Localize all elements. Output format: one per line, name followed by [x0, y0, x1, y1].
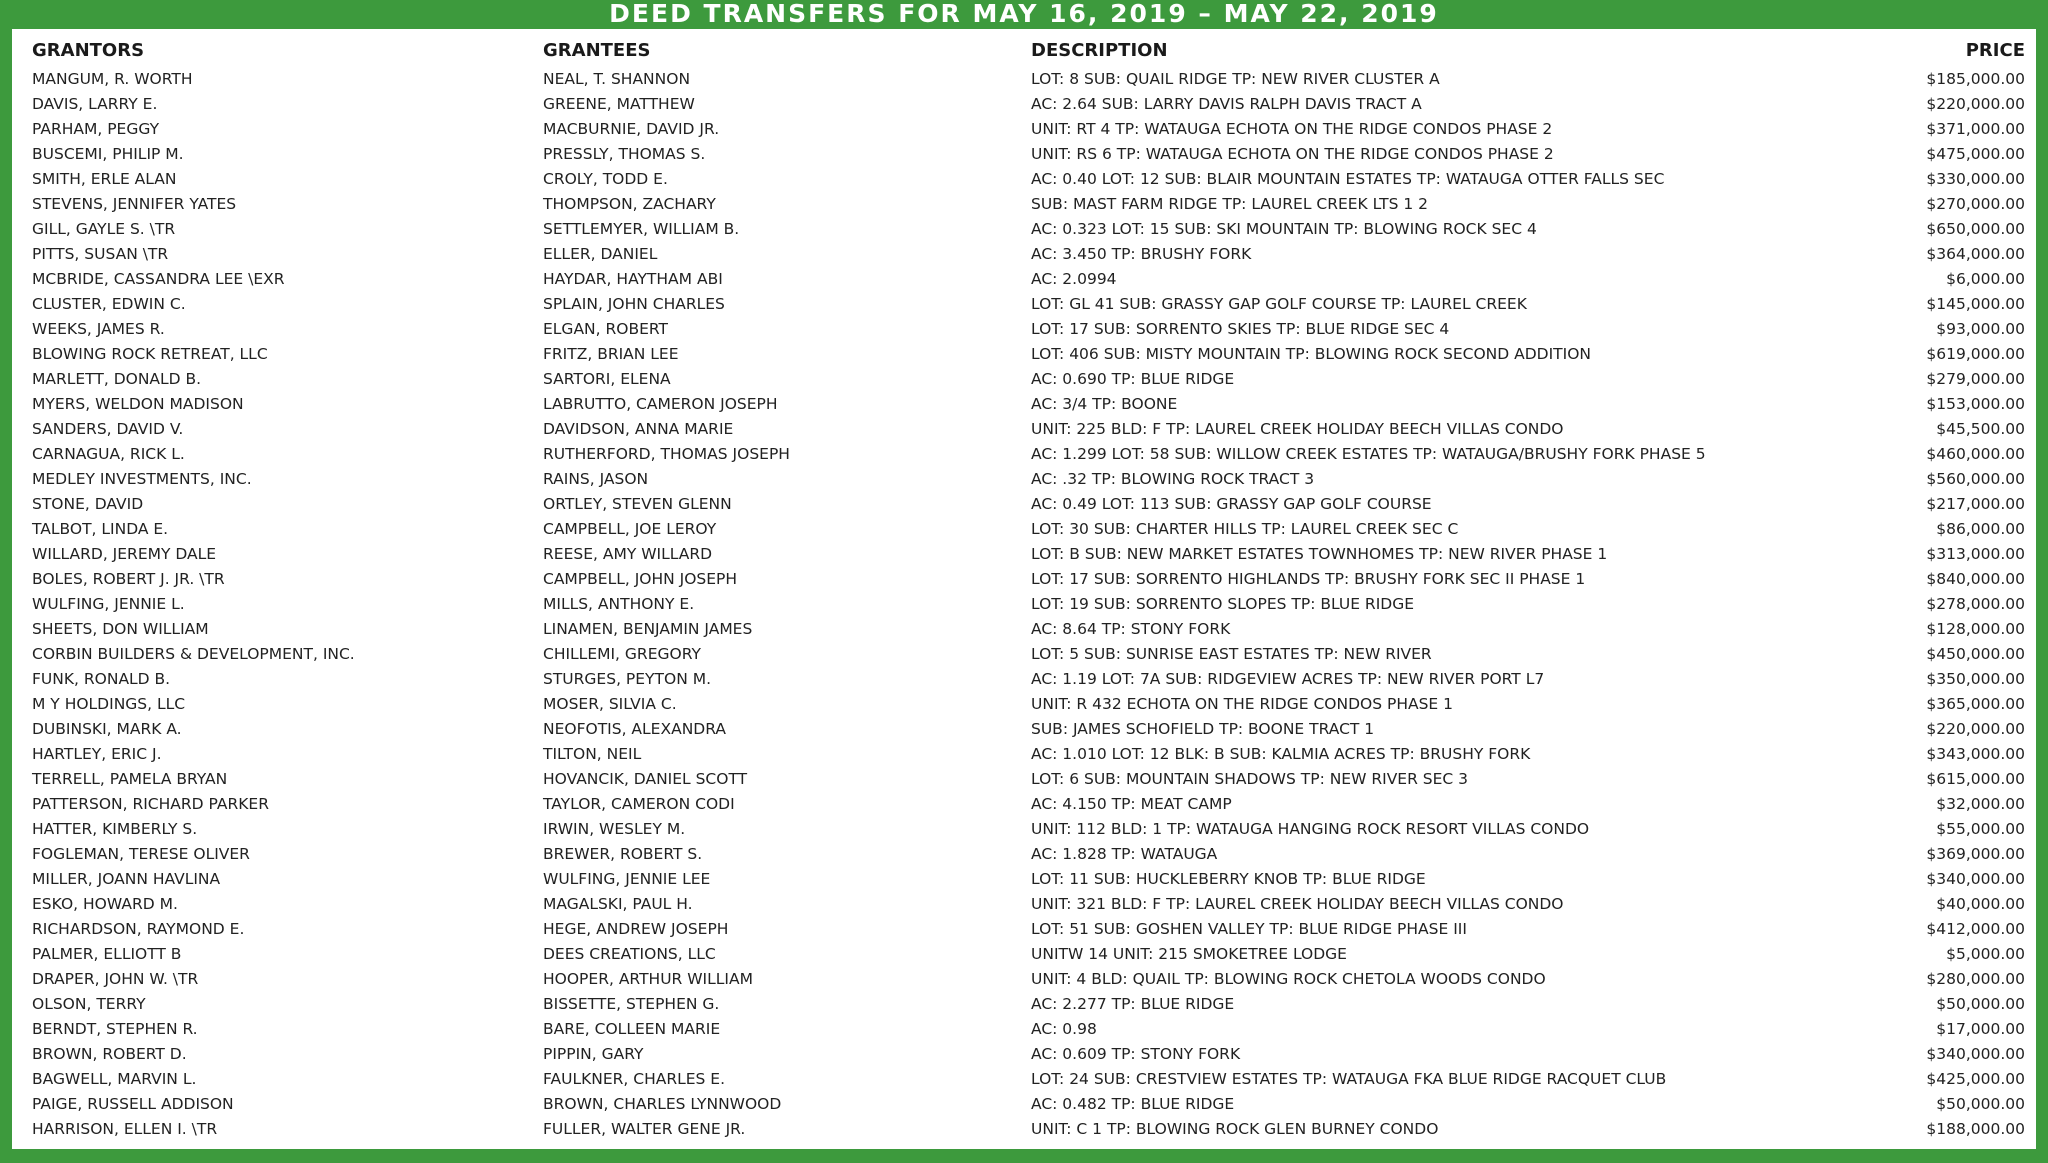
description-cell: LOT: 5 SUB: SUNRISE EAST ESTATES TP: NEW RIVER — [1031, 645, 1432, 663]
grantee-cell: HEGE, ANDREW JOSEPH — [543, 920, 729, 938]
price-cell: $50,000.00 — [1936, 1095, 2025, 1113]
description-cell: AC: 4.150 TP: MEAT CAMP — [1031, 795, 1232, 813]
price-cell: $185,000.00 — [1926, 70, 2025, 88]
table-row — [12, 167, 2036, 192]
table-row — [12, 417, 2036, 442]
grantor-cell: HATTER, KIMBERLY S. — [32, 820, 198, 838]
price-cell: $153,000.00 — [1926, 395, 2025, 413]
description-cell: LOT: GL 41 SUB: GRASSY GAP GOLF COURSE TP: LAUREL CREEK — [1031, 295, 1527, 313]
header-grantors: GRANTORS — [32, 40, 145, 61]
description-cell: LOT: 24 SUB: CRESTVIEW ESTATES TP: WATAUGA FKA BLUE RIDGE RACQUET CLUB — [1031, 1070, 1667, 1088]
price-cell: $840,000.00 — [1926, 570, 2025, 588]
header-description: DESCRIPTION — [1031, 40, 1168, 61]
price-cell: $619,000.00 — [1926, 345, 2025, 363]
table-row — [12, 192, 2036, 217]
grantor-cell: FUNK, RONALD B. — [32, 670, 171, 688]
price-cell: $5,000.00 — [1946, 945, 2025, 963]
description-cell: LOT: 8 SUB: QUAIL RIDGE TP: NEW RIVER CLUSTER A — [1031, 70, 1440, 88]
description-cell: LOT: 51 SUB: GOSHEN VALLEY TP: BLUE RIDGE PHASE III — [1031, 920, 1467, 938]
grantor-cell: MCBRIDE, CASSANDRA LEE \EXR — [32, 270, 285, 288]
grantor-cell: SHEETS, DON WILLIAM — [32, 620, 209, 638]
description-cell: AC: 2.0994 — [1031, 270, 1117, 288]
price-cell: $17,000.00 — [1936, 1020, 2025, 1038]
description-cell: UNIT: R 432 ECHOTA ON THE RIDGE CONDOS PHASE 1 — [1031, 695, 1454, 713]
table-row — [12, 1017, 2036, 1042]
grantee-cell: MOSER, SILVIA C. — [543, 695, 677, 713]
price-cell: $278,000.00 — [1926, 595, 2025, 613]
grantee-cell: IRWIN, WESLEY M. — [543, 820, 686, 838]
table-row — [12, 867, 2036, 892]
grantor-cell: HARTLEY, ERIC J. — [32, 745, 162, 763]
description-cell: AC: 3.450 TP: BRUSHY FORK — [1031, 245, 1252, 263]
table-row — [12, 892, 2036, 917]
price-cell: $615,000.00 — [1926, 770, 2025, 788]
grantee-cell: MILLS, ANTHONY E. — [543, 595, 695, 613]
grantee-cell: PRESSLY, THOMAS S. — [543, 145, 706, 163]
grantee-cell: GREENE, MATTHEW — [543, 95, 695, 113]
table-row — [12, 367, 2036, 392]
description-cell: AC: 0.49 LOT: 113 SUB: GRASSY GAP GOLF COURSE — [1031, 495, 1432, 513]
table-row — [12, 842, 2036, 867]
description-cell: UNIT: 4 BLD: QUAIL TP: BLOWING ROCK CHETOLA WOODS CONDO — [1031, 970, 1546, 988]
table-row — [12, 342, 2036, 367]
grantee-cell: SPLAIN, JOHN CHARLES — [543, 295, 725, 313]
grantee-cell: WULFING, JENNIE LEE — [543, 870, 711, 888]
description-cell: UNIT: RS 6 TP: WATAUGA ECHOTA ON THE RIDGE CONDOS PHASE 2 — [1031, 145, 1554, 163]
table-row — [12, 792, 2036, 817]
description-cell: AC: 0.323 LOT: 15 SUB: SKI MOUNTAIN TP: BLOWING ROCK SEC 4 — [1031, 220, 1537, 238]
price-cell: $475,000.00 — [1926, 145, 2025, 163]
grantee-cell: TAYLOR, CAMERON CODI — [543, 795, 735, 813]
description-cell: AC: 0.40 LOT: 12 SUB: BLAIR MOUNTAIN ESTATES TP: WATAUGA OTTER FALLS SEC — [1031, 170, 1665, 188]
grantee-cell: DAVIDSON, ANNA MARIE — [543, 420, 734, 438]
table-row — [12, 592, 2036, 617]
price-cell: $40,000.00 — [1936, 895, 2025, 913]
grantor-cell: WILLARD, JEREMY DALE — [32, 545, 217, 563]
price-cell: $45,500.00 — [1936, 420, 2025, 438]
table-row — [12, 467, 2036, 492]
grantor-cell: ESKO, HOWARD M. — [32, 895, 178, 913]
grantor-cell: MYERS, WELDON MADISON — [32, 395, 244, 413]
grantor-cell: TALBOT, LINDA E. — [32, 520, 169, 538]
price-cell: $86,000.00 — [1936, 520, 2025, 538]
description-cell: SUB: JAMES SCHOFIELD TP: BOONE TRACT 1 — [1031, 720, 1375, 738]
table-row — [12, 317, 2036, 342]
grantor-cell: CARNAGUA, RICK L. — [32, 445, 185, 463]
price-cell: $340,000.00 — [1926, 870, 2025, 888]
price-cell: $32,000.00 — [1936, 795, 2025, 813]
description-cell: LOT: 30 SUB: CHARTER HILLS TP: LAUREL CREEK SEC C — [1031, 520, 1459, 538]
table-row — [12, 617, 2036, 642]
grantor-cell: DUBINSKI, MARK A. — [32, 720, 182, 738]
table-row — [12, 817, 2036, 842]
table-header — [12, 40, 2036, 62]
grantee-cell: BREWER, ROBERT S. — [543, 845, 703, 863]
price-cell: $188,000.00 — [1926, 1120, 2025, 1138]
table-row — [12, 1067, 2036, 1092]
grantee-cell: MAGALSKI, PAUL H. — [543, 895, 693, 913]
table-row — [12, 67, 2036, 92]
grantor-cell: SMITH, ERLE ALAN — [32, 170, 177, 188]
description-cell: AC: 2.277 TP: BLUE RIDGE — [1031, 995, 1235, 1013]
description-cell: LOT: 11 SUB: HUCKLEBERRY KNOB TP: BLUE RIDGE — [1031, 870, 1426, 888]
price-cell: $369,000.00 — [1926, 845, 2025, 863]
description-cell: LOT: 6 SUB: MOUNTAIN SHADOWS TP: NEW RIVER SEC 3 — [1031, 770, 1469, 788]
price-cell: $279,000.00 — [1926, 370, 2025, 388]
grantor-cell: BROWN, ROBERT D. — [32, 1045, 187, 1063]
table-row — [12, 1042, 2036, 1067]
price-cell: $55,000.00 — [1936, 820, 2025, 838]
grantor-cell: BAGWELL, MARVIN L. — [32, 1070, 197, 1088]
description-cell: LOT: 19 SUB: SORRENTO SLOPES TP: BLUE RIDGE — [1031, 595, 1415, 613]
table-row — [12, 542, 2036, 567]
grantee-cell: ELGAN, ROBERT — [543, 320, 668, 338]
grantor-cell: CLUSTER, EDWIN C. — [32, 295, 186, 313]
description-cell: LOT: 406 SUB: MISTY MOUNTAIN TP: BLOWING ROCK SECOND ADDITION — [1031, 345, 1591, 363]
grantor-cell: HARRISON, ELLEN I. \TR — [32, 1120, 218, 1138]
description-cell: AC: 1.010 LOT: 12 BLK: B SUB: KALMIA ACRES TP: BRUSHY FORK — [1031, 745, 1531, 763]
table-row — [12, 117, 2036, 142]
deed-transfers-table — [12, 29, 2036, 1149]
grantor-cell: MILLER, JOANN HAVLINA — [32, 870, 221, 888]
grantor-cell: SANDERS, DAVID V. — [32, 420, 184, 438]
price-cell: $460,000.00 — [1926, 445, 2025, 463]
grantee-cell: CROLY, TODD E. — [543, 170, 668, 188]
table-row — [12, 492, 2036, 517]
grantor-cell: PARHAM, PEGGY — [32, 120, 160, 138]
grantee-cell: CAMPBELL, JOE LEROY — [543, 520, 717, 538]
description-cell: AC: 0.98 — [1031, 1020, 1097, 1038]
grantee-cell: ELLER, DANIEL — [543, 245, 658, 263]
description-cell: UNIT: 112 BLD: 1 TP: WATAUGA HANGING ROCK RESORT VILLAS CONDO — [1031, 820, 1590, 838]
grantor-cell: MEDLEY INVESTMENTS, INC. — [32, 470, 252, 488]
table-row — [12, 392, 2036, 417]
price-cell: $145,000.00 — [1926, 295, 2025, 313]
grantee-cell: BROWN, CHARLES LYNNWOOD — [543, 1095, 782, 1113]
price-cell: $371,000.00 — [1926, 120, 2025, 138]
description-cell: AC: .32 TP: BLOWING ROCK TRACT 3 — [1031, 470, 1315, 488]
price-cell: $343,000.00 — [1926, 745, 2025, 763]
grantor-cell: WEEKS, JAMES R. — [32, 320, 165, 338]
description-cell: AC: 1.299 LOT: 58 SUB: WILLOW CREEK ESTATES TP: WATAUGA/BRUSHY FORK PHASE 5 — [1031, 445, 1706, 463]
grantee-cell: BISSETTE, STEPHEN G. — [543, 995, 720, 1013]
grantor-cell: PITTS, SUSAN \TR — [32, 245, 169, 263]
grantor-cell: TERRELL, PAMELA BRYAN — [32, 770, 228, 788]
grantee-cell: REESE, AMY WILLARD — [543, 545, 713, 563]
grantee-cell: NEOFOTIS, ALEXANDRA — [543, 720, 726, 738]
description-cell: UNIT: C 1 TP: BLOWING ROCK GLEN BURNEY CONDO — [1031, 1120, 1439, 1138]
grantor-cell: PAIGE, RUSSELL ADDISON — [32, 1095, 234, 1113]
table-row — [12, 242, 2036, 267]
description-cell: AC: 8.64 TP: STONY FORK — [1031, 620, 1231, 638]
description-cell: UNIT: RT 4 TP: WATAUGA ECHOTA ON THE RIDGE CONDOS PHASE 2 — [1031, 120, 1553, 138]
grantor-cell: PALMER, ELLIOTT B — [32, 945, 182, 963]
table-row — [12, 292, 2036, 317]
table-row — [12, 1117, 2036, 1142]
grantor-cell: DAVIS, LARRY E. — [32, 95, 158, 113]
grantor-cell: PATTERSON, RICHARD PARKER — [32, 795, 269, 813]
grantee-cell: TILTON, NEIL — [543, 745, 642, 763]
price-cell: $313,000.00 — [1926, 545, 2025, 563]
price-cell: $450,000.00 — [1926, 645, 2025, 663]
grantor-cell: CORBIN BUILDERS & DEVELOPMENT, INC. — [32, 645, 355, 663]
price-cell: $350,000.00 — [1926, 670, 2025, 688]
grantee-cell: HOVANCIK, DANIEL SCOTT — [543, 770, 748, 788]
description-cell: UNIT: 321 BLD: F TP: LAUREL CREEK HOLIDAY BEECH VILLAS CONDO — [1031, 895, 1564, 913]
grantor-cell: M Y HOLDINGS, LLC — [32, 695, 186, 713]
header-grantees: GRANTEES — [543, 40, 651, 61]
grantee-cell: RUTHERFORD, THOMAS JOSEPH — [543, 445, 790, 463]
table-row — [12, 767, 2036, 792]
price-cell: $128,000.00 — [1926, 620, 2025, 638]
table-row — [12, 667, 2036, 692]
grantor-cell: DRAPER, JOHN W. \TR — [32, 970, 199, 988]
table-row — [12, 442, 2036, 467]
grantee-cell: DEES CREATIONS, LLC — [543, 945, 716, 963]
description-cell: AC: 0.609 TP: STONY FORK — [1031, 1045, 1241, 1063]
description-cell: AC: 3/4 TP: BOONE — [1031, 395, 1178, 413]
grantor-cell: FOGLEMAN, TERESE OLIVER — [32, 845, 250, 863]
grantor-cell: BLOWING ROCK RETREAT, LLC — [32, 345, 268, 363]
description-cell: AC: 0.690 TP: BLUE RIDGE — [1031, 370, 1235, 388]
grantor-cell: GILL, GAYLE S. \TR — [32, 220, 176, 238]
table-row — [12, 942, 2036, 967]
grantee-cell: MACBURNIE, DAVID JR. — [543, 120, 720, 138]
price-cell: $6,000.00 — [1946, 270, 2025, 288]
price-cell: $50,000.00 — [1936, 995, 2025, 1013]
description-cell: AC: 0.482 TP: BLUE RIDGE — [1031, 1095, 1235, 1113]
price-cell: $217,000.00 — [1926, 495, 2025, 513]
page-title: DEED TRANSFERS FOR MAY 16, 2019 – MAY 22, 2019 — [609, 0, 1439, 28]
price-cell: $220,000.00 — [1926, 720, 2025, 738]
price-cell: $330,000.00 — [1926, 170, 2025, 188]
grantee-cell: HAYDAR, HAYTHAM ABI — [543, 270, 723, 288]
grantor-cell: RICHARDSON, RAYMOND E. — [32, 920, 245, 938]
price-cell: $270,000.00 — [1926, 195, 2025, 213]
price-cell: $364,000.00 — [1926, 245, 2025, 263]
grantee-cell: FULLER, WALTER GENE JR. — [543, 1120, 746, 1138]
grantee-cell: FRITZ, BRIAN LEE — [543, 345, 679, 363]
grantee-cell: ORTLEY, STEVEN GLENN — [543, 495, 732, 513]
grantee-cell: NEAL, T. SHANNON — [543, 70, 691, 88]
description-cell: LOT: B SUB: NEW MARKET ESTATES TOWNHOMES TP: NEW RIVER PHASE 1 — [1031, 545, 1608, 563]
grantee-cell: LINAMEN, BENJAMIN JAMES — [543, 620, 753, 638]
price-cell: $93,000.00 — [1936, 320, 2025, 338]
price-cell: $220,000.00 — [1926, 95, 2025, 113]
table-row — [12, 217, 2036, 242]
table-row — [12, 967, 2036, 992]
grantor-cell: STEVENS, JENNIFER YATES — [32, 195, 237, 213]
table-row — [12, 742, 2036, 767]
table-row — [12, 1092, 2036, 1117]
price-cell: $650,000.00 — [1926, 220, 2025, 238]
price-cell: $425,000.00 — [1926, 1070, 2025, 1088]
description-cell: SUB: MAST FARM RIDGE TP: LAUREL CREEK LTS 1 2 — [1031, 195, 1429, 213]
grantor-cell: BOLES, ROBERT J. JR. \TR — [32, 570, 225, 588]
table-row — [12, 567, 2036, 592]
table-body — [12, 67, 2036, 1142]
description-cell: UNITW 14 UNIT: 215 SMOKETREE LODGE — [1031, 945, 1347, 963]
price-cell: $560,000.00 — [1926, 470, 2025, 488]
table-row — [12, 917, 2036, 942]
grantor-cell: BUSCEMI, PHILIP M. — [32, 145, 184, 163]
grantee-cell: BARE, COLLEEN MARIE — [543, 1020, 721, 1038]
grantor-cell: OLSON, TERRY — [32, 995, 146, 1013]
table-row — [12, 992, 2036, 1017]
title-bar — [0, 0, 2048, 28]
description-cell: AC: 1.828 TP: WATAUGA — [1031, 845, 1218, 863]
price-cell: $412,000.00 — [1926, 920, 2025, 938]
description-cell: LOT: 17 SUB: SORRENTO HIGHLANDS TP: BRUSHY FORK SEC II PHASE 1 — [1031, 570, 1586, 588]
table-row — [12, 267, 2036, 292]
description-cell: AC: 2.64 SUB: LARRY DAVIS RALPH DAVIS TRACT A — [1031, 95, 1422, 113]
price-cell: $365,000.00 — [1926, 695, 2025, 713]
grantee-cell: LABRUTTO, CAMERON JOSEPH — [543, 395, 778, 413]
table-row — [12, 642, 2036, 667]
header-price: PRICE — [1965, 40, 2025, 61]
grantee-cell: PIPPIN, GARY — [543, 1045, 644, 1063]
grantor-cell: BERNDT, STEPHEN R. — [32, 1020, 198, 1038]
grantor-cell: MARLETT, DONALD B. — [32, 370, 202, 388]
price-cell: $280,000.00 — [1926, 970, 2025, 988]
grantee-cell: STURGES, PEYTON M. — [543, 670, 712, 688]
grantee-cell: RAINS, JASON — [543, 470, 649, 488]
table-row — [12, 92, 2036, 117]
grantor-cell: MANGUM, R. WORTH — [32, 70, 193, 88]
grantor-cell: STONE, DAVID — [32, 495, 144, 513]
table-row — [12, 142, 2036, 167]
grantee-cell: SARTORI, ELENA — [543, 370, 671, 388]
description-cell: LOT: 17 SUB: SORRENTO SKIES TP: BLUE RIDGE SEC 4 — [1031, 320, 1450, 338]
price-cell: $340,000.00 — [1926, 1045, 2025, 1063]
grantee-cell: CHILLEMI, GREGORY — [543, 645, 701, 663]
description-cell: UNIT: 225 BLD: F TP: LAUREL CREEK HOLIDAY BEECH VILLAS CONDO — [1031, 420, 1564, 438]
table-row — [12, 692, 2036, 717]
table-row — [12, 517, 2036, 542]
grantee-cell: SETTLEMYER, WILLIAM B. — [543, 220, 740, 238]
grantee-cell: CAMPBELL, JOHN JOSEPH — [543, 570, 738, 588]
grantee-cell: HOOPER, ARTHUR WILLIAM — [543, 970, 753, 988]
grantee-cell: FAULKNER, CHARLES E. — [543, 1070, 726, 1088]
description-cell: AC: 1.19 LOT: 7A SUB: RIDGEVIEW ACRES TP: NEW RIVER PORT L7 — [1031, 670, 1545, 688]
table-row — [12, 717, 2036, 742]
grantee-cell: THOMPSON, ZACHARY — [543, 195, 716, 213]
grantor-cell: WULFING, JENNIE L. — [32, 595, 185, 613]
